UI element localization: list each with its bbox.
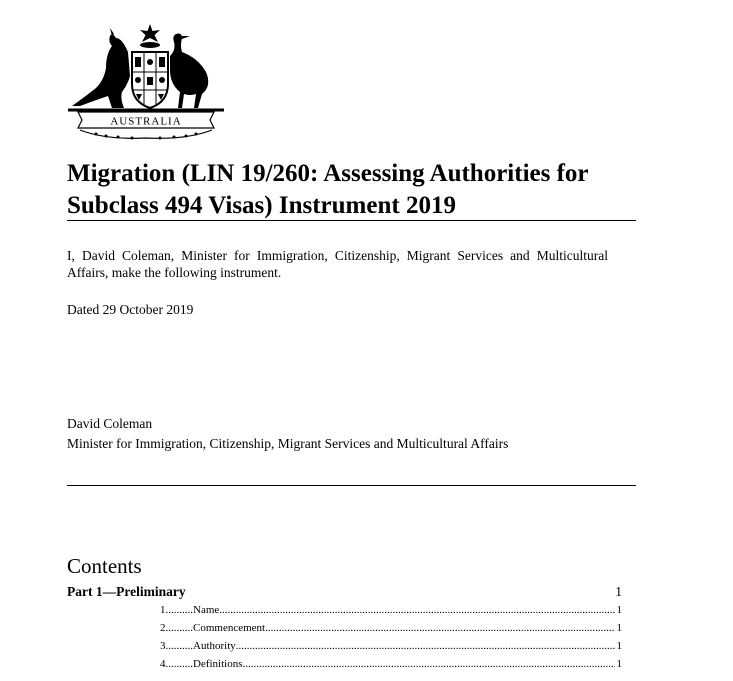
toc-item-page: 1: [616, 658, 622, 670]
toc-item-number: 1: [160, 604, 166, 616]
toc-leader: [243, 655, 615, 673]
toc-item[interactable]: [160, 619, 622, 637]
toc-item-name: Name: [193, 604, 220, 616]
toc-item-name: Definitions: [193, 658, 243, 670]
toc-item-name: Commencement: [193, 622, 266, 634]
title-divider: [67, 220, 636, 221]
toc-item-page: 1: [616, 604, 622, 616]
crest-label: AUSTRALIA: [110, 115, 182, 128]
document-title: Migration (LIN 19/260: Assessing Authorities for Subclass 494 Visas) Instrument 2019: [67, 160, 589, 219]
toc-item-page: 1: [616, 640, 622, 652]
toc-item-number: 3: [160, 640, 166, 652]
date-line: Dated 29 October 2019: [67, 302, 194, 317]
coat-of-arms-logo: [66, 22, 226, 140]
toc-item-number: 2: [160, 622, 166, 634]
toc-part-page: 1: [615, 584, 622, 599]
toc-item-number: 4: [160, 658, 166, 670]
toc-item[interactable]: [160, 655, 622, 673]
toc-item[interactable]: [160, 637, 622, 655]
signer-title: Minister for Immigration, Citizenship, Migrant Services and Multicultural Affairs: [67, 436, 509, 451]
toc-part-entry[interactable]: [67, 583, 622, 600]
toc-leader: [265, 619, 614, 637]
toc-item-name: Authority: [193, 640, 236, 652]
toc-leader: [219, 601, 614, 619]
toc-part-label: Part 1—Preliminary: [67, 584, 186, 599]
contents-heading: Contents: [67, 554, 142, 578]
signer-name: David Coleman: [67, 416, 153, 431]
toc-item-page: 1: [616, 622, 622, 634]
toc-leader: [236, 637, 615, 655]
signature-divider: [67, 485, 636, 486]
enactment-statement: I, David Coleman, Minister for Immigration, Citizenship, Migrant Services and Multicultural Affairs, make the following instrument.: [67, 248, 608, 280]
toc-list: [160, 601, 622, 673]
toc-item[interactable]: [160, 601, 622, 619]
